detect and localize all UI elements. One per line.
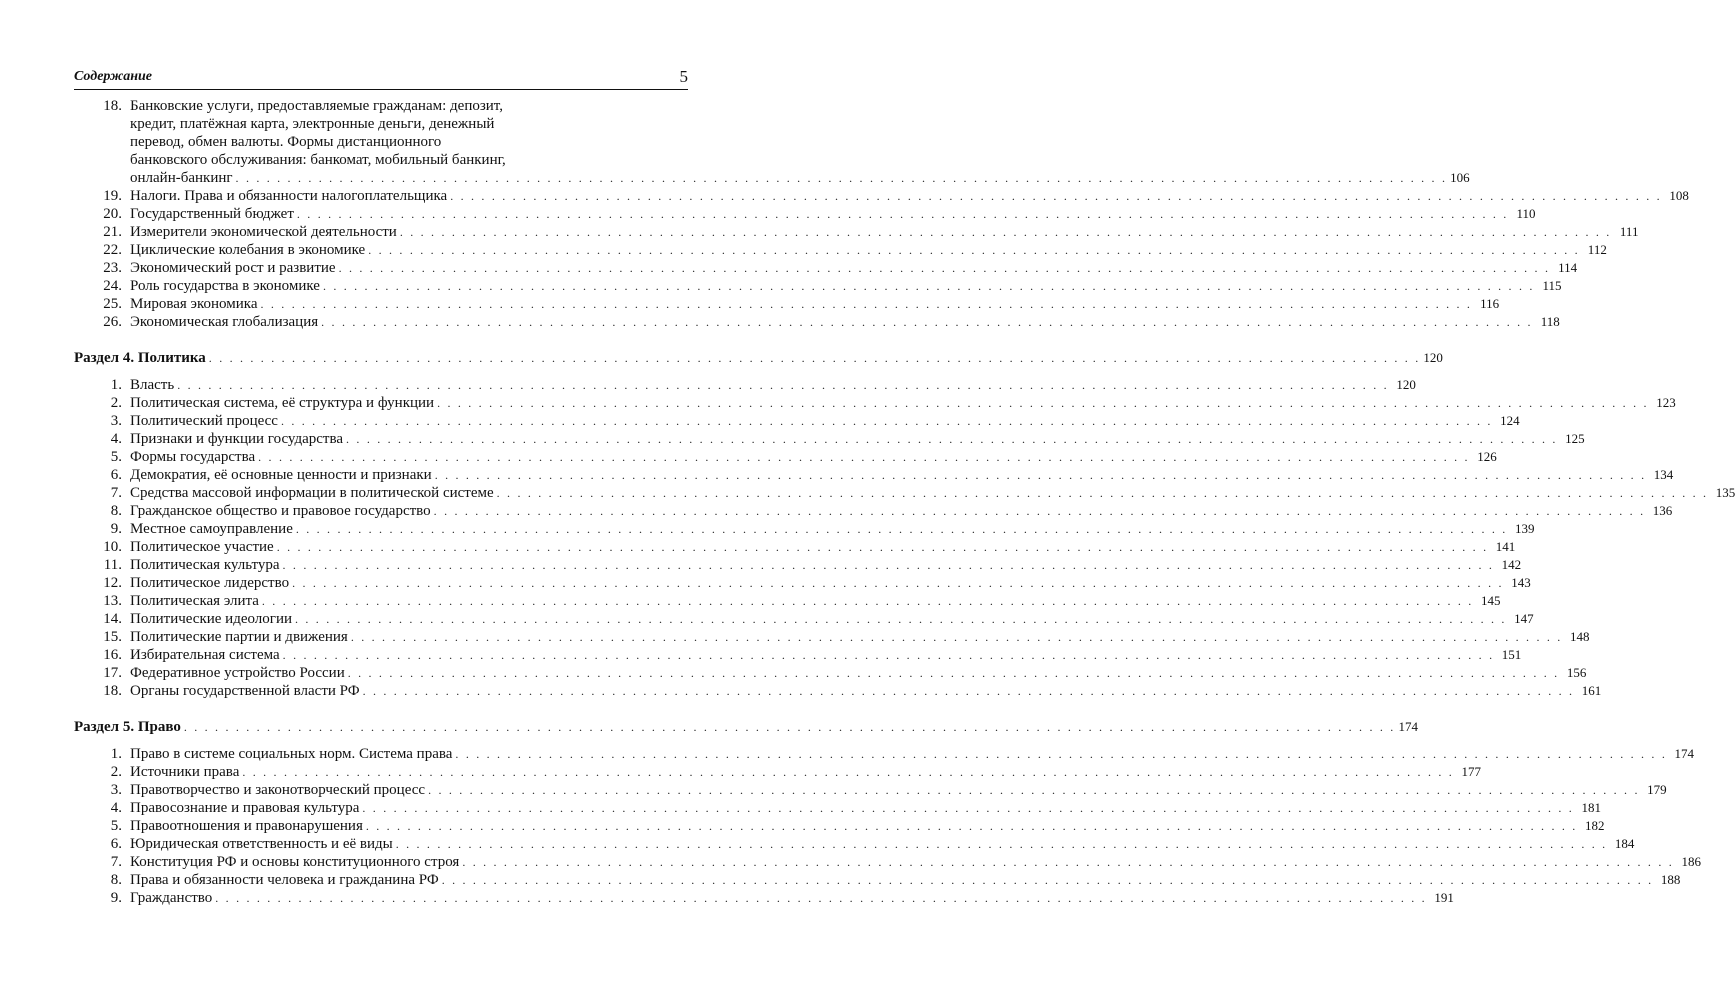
dot-leader — [396, 835, 1608, 853]
dot-leader — [462, 853, 1674, 871]
entry-number: 22. — [103, 242, 122, 258]
entry-title: Юридическая ответственность и её виды — [130, 836, 393, 852]
entry-page-number: 151 — [1501, 647, 1522, 662]
entry-page-number: 186 — [1681, 854, 1701, 869]
dot-leader — [277, 538, 1489, 556]
entry-number: 18. — [103, 98, 122, 114]
entry-title: Местное самоуправление — [130, 521, 293, 537]
entry-number: 26. — [103, 314, 122, 330]
entry-number: 2. — [110, 764, 122, 780]
entry-page-number: 145 — [1481, 593, 1501, 608]
dot-leader — [400, 223, 1612, 241]
toc-entry[interactable] — [74, 889, 1454, 907]
dot-leader — [283, 556, 1495, 574]
section-page-number: 120 — [1423, 350, 1443, 365]
dot-leader — [283, 646, 1495, 664]
toc-entry[interactable] — [74, 412, 1520, 430]
entry-title: Политический процесс — [130, 413, 278, 429]
entry-number: 6. — [110, 467, 122, 483]
toc-entry[interactable] — [74, 556, 1522, 574]
entry-page-number: 126 — [1477, 449, 1497, 464]
toc-entry[interactable] — [74, 835, 1635, 853]
entry-title: Политическая система, её структура и функции — [130, 395, 435, 411]
entry-title: Федеративное устройство России — [130, 665, 345, 681]
toc-entry[interactable] — [74, 664, 1587, 682]
entry-page-number: 135 — [1715, 485, 1735, 500]
entry-title: Политические партии и движения — [130, 629, 348, 645]
entry-page-number: 116 — [1480, 296, 1500, 311]
entry-title: Признаки и функции государства — [130, 431, 344, 447]
dot-leader — [428, 781, 1640, 799]
entry-number: 15. — [103, 629, 122, 645]
toc-entry[interactable] — [74, 520, 1535, 538]
entry-page-number: 147 — [1514, 611, 1534, 626]
dot-leader — [177, 376, 1389, 394]
entry-page-number: 181 — [1581, 800, 1602, 815]
entry-page-number: 188 — [1660, 872, 1681, 887]
entry-title: Экономический рост и развитие — [130, 260, 336, 276]
entry-title-line: кредит, платёжная карта, электронные деньги, денежный — [130, 116, 495, 132]
entry-title: Избирательная система — [130, 647, 280, 663]
dot-leader — [262, 592, 1474, 610]
entry-page-number: 156 — [1566, 665, 1587, 680]
dot-leader — [261, 295, 1473, 313]
toc-entry[interactable] — [74, 430, 1585, 448]
entry-page-number: 148 — [1569, 629, 1590, 644]
toc-entry[interactable] — [74, 376, 1416, 394]
entry-number: 24. — [103, 278, 122, 294]
dot-leader — [437, 394, 1649, 412]
toc-group-economy — [74, 187, 1689, 331]
entry-number: 19. — [103, 188, 122, 204]
entry-title: Конституция РФ и основы конституционного строя — [130, 854, 460, 870]
toc-entry[interactable] — [74, 448, 1497, 466]
entry-title: Роль государства в экономике — [130, 278, 320, 294]
entry-title-line: перевод, обмен валюты. Формы дистанционного — [130, 134, 442, 150]
entry-title: Средства массовой информации в политической системе — [130, 485, 494, 501]
dot-leader — [321, 313, 1533, 331]
toc-group-politics — [74, 376, 1735, 700]
dot-leader — [295, 610, 1507, 628]
entry-page-number: 179 — [1647, 782, 1667, 797]
entry-number: 18. — [103, 683, 122, 699]
toc-entry[interactable] — [74, 538, 1516, 556]
entry-page-number: 136 — [1652, 503, 1673, 518]
dot-leader — [455, 745, 1667, 763]
toc-entry[interactable] — [74, 259, 1578, 277]
entry-number: 21. — [103, 224, 122, 240]
entry-number: 2. — [110, 395, 122, 411]
toc-entry[interactable] — [74, 466, 1674, 484]
entry-title: Правоотношения и правонарушения — [130, 818, 363, 834]
section-page-number: 174 — [1398, 719, 1418, 734]
toc-entry[interactable] — [74, 484, 1735, 502]
entry-title: Гражданское общество и правовое государство — [130, 503, 431, 519]
entry-number: 20. — [103, 206, 122, 222]
toc-entry[interactable] — [74, 682, 1602, 700]
entry-title: Циклические колебания в экономике — [130, 242, 366, 258]
entry-page-number: 118 — [1540, 314, 1560, 329]
dot-leader — [435, 466, 1647, 484]
entry-page-number: 174 — [1674, 746, 1695, 761]
section-title: Раздел 5. Право — [74, 719, 181, 735]
entry-title: Политическое лидерство — [130, 575, 290, 591]
entry-page-number: 182 — [1584, 818, 1605, 833]
entry-title: Право в системе социальных норм. Система права — [130, 746, 453, 762]
header-page-number: 5 — [679, 67, 688, 86]
toc-entry[interactable] — [74, 394, 1676, 412]
entry-title: Политические идеологии — [130, 611, 292, 627]
entry-title: Гражданство — [130, 890, 213, 906]
toc-group-law — [74, 745, 1701, 907]
entry-page-number: 191 — [1434, 890, 1454, 905]
dot-leader — [242, 763, 1454, 781]
toc-entry[interactable] — [74, 745, 1695, 763]
entry-title: Правосознание и правовая культура — [130, 800, 360, 816]
toc-entry[interactable] — [74, 241, 1607, 259]
dot-leader — [351, 628, 1563, 646]
running-header — [74, 67, 688, 90]
dot-leader — [296, 520, 1508, 538]
entry-page-number: 112 — [1587, 242, 1607, 257]
dot-leader — [297, 205, 1509, 223]
entry-number: 5. — [110, 818, 122, 834]
entry-page-number: 106 — [1450, 170, 1470, 185]
toc-entry[interactable] — [74, 592, 1501, 610]
toc-entry[interactable] — [74, 277, 1562, 295]
entry-title: Экономическая глобализация — [130, 314, 319, 330]
dot-leader — [348, 664, 1560, 682]
section-title: Раздел 4. Политика — [74, 350, 206, 366]
entry-number: 13. — [103, 593, 122, 609]
entry-title: Правотворчество и законотворческий процесс — [130, 782, 426, 798]
entry-title: Измерители экономической деятельности — [130, 224, 397, 240]
toc-entry[interactable] — [74, 97, 1470, 187]
entry-number: 4. — [110, 800, 122, 816]
entry-page-number: 142 — [1501, 557, 1522, 572]
dot-leader — [497, 484, 1709, 502]
dot-leader — [236, 169, 1448, 187]
entry-title: Власть — [130, 377, 175, 393]
toc-entry[interactable] — [74, 574, 1531, 592]
dot-leader — [323, 277, 1535, 295]
entry-page-number: 120 — [1396, 377, 1416, 392]
toc-entry[interactable] — [74, 502, 1673, 520]
entry-number: 23. — [103, 260, 122, 276]
entry-page-number: 141 — [1495, 539, 1516, 554]
entry-page-number: 114 — [1558, 260, 1578, 275]
dot-leader — [184, 718, 1396, 736]
entry-number: 25. — [103, 296, 122, 312]
dot-leader — [442, 871, 1654, 889]
toc-entry[interactable] — [74, 205, 1536, 223]
entry-page-number: 125 — [1565, 431, 1585, 446]
entry-title: Политическое участие — [130, 539, 274, 555]
entry-title: Права и обязанности человека и гражданина РФ — [130, 872, 439, 888]
entry-page-number: 110 — [1516, 206, 1536, 221]
entry-number: 9. — [110, 521, 122, 537]
entry-page-number: 124 — [1500, 413, 1520, 428]
toc-entry[interactable] — [74, 763, 1481, 781]
toc-entry[interactable] — [74, 313, 1560, 331]
dot-leader — [363, 682, 1575, 700]
entry-page-number: 177 — [1461, 764, 1481, 779]
entry-number: 14. — [103, 611, 122, 627]
section-heading[interactable] — [74, 349, 1443, 367]
entry-number: 3. — [110, 782, 122, 798]
entry-number: 1. — [110, 377, 122, 393]
toc-entry[interactable] — [74, 223, 1639, 241]
entry-page-number: 143 — [1511, 575, 1531, 590]
dot-leader — [292, 574, 1504, 592]
toc-entry[interactable] — [74, 610, 1534, 628]
entry-number: 1. — [110, 746, 122, 762]
entry-page-number: 139 — [1514, 521, 1535, 536]
entry-page-number: 161 — [1581, 683, 1602, 698]
entry-number: 7. — [110, 485, 122, 501]
entry-page-number: 115 — [1542, 278, 1562, 293]
toc-entry[interactable] — [74, 628, 1590, 646]
entry-number: 8. — [110, 872, 122, 888]
dot-leader — [346, 430, 1558, 448]
entry-number: 10. — [103, 539, 122, 555]
entry-title-line: банковского обслуживания: банкомат, мобильный банкинг, — [130, 152, 506, 168]
toc-entry[interactable] — [74, 853, 1701, 871]
toc-entry[interactable] — [74, 781, 1667, 799]
dot-leader — [215, 889, 1427, 907]
toc-entry[interactable] — [74, 871, 1681, 889]
entry-number: 9. — [110, 890, 122, 906]
entry-number: 7. — [110, 854, 122, 870]
toc-entry[interactable] — [74, 187, 1689, 205]
entry-title: Органы государственной власти РФ — [130, 683, 360, 699]
entry-title: Формы государства — [130, 449, 256, 465]
entry-page-number: 111 — [1619, 224, 1639, 239]
entry-title: Политическая элита — [130, 593, 259, 609]
dot-leader — [366, 817, 1578, 835]
entry-number: 8. — [110, 503, 122, 519]
entry-title: Демократия, её основные ценности и признаки — [130, 467, 432, 483]
dot-leader — [368, 241, 1580, 259]
entry-number: 6. — [110, 836, 122, 852]
entry-page-number: 123 — [1656, 395, 1676, 410]
entry-title: Политическая культура — [130, 557, 280, 573]
table-of-contents — [74, 97, 1735, 907]
entry-title-line: онлайн-банкинг — [130, 170, 233, 186]
dot-leader — [339, 259, 1551, 277]
dot-leader — [209, 349, 1421, 367]
dot-leader — [362, 799, 1574, 817]
toc-entry[interactable] — [74, 295, 1500, 313]
section-heading[interactable] — [74, 718, 1418, 736]
entry-page-number: 184 — [1614, 836, 1635, 851]
entry-number: 17. — [103, 665, 122, 681]
entry-number: 5. — [110, 449, 122, 465]
entry-number: 12. — [103, 575, 122, 591]
dot-leader — [281, 412, 1493, 430]
entry-title: Налоги. Права и обязанности налогоплательщика — [130, 188, 448, 204]
entry-number: 16. — [103, 647, 122, 663]
toc-entry[interactable] — [74, 646, 1522, 664]
header-title: Содержание — [74, 69, 152, 84]
entry-number: 4. — [110, 431, 122, 447]
toc-entry[interactable] — [74, 799, 1602, 817]
entry-title-line: Банковские услуги, предоставляемые гражданам: депозит, — [130, 98, 503, 114]
entry-title: Мировая экономика — [130, 296, 258, 312]
entry-title: Источники права — [130, 764, 240, 780]
dot-leader — [258, 448, 1470, 466]
entry-number: 3. — [110, 413, 122, 429]
dot-leader — [434, 502, 1646, 520]
entry-number: 11. — [103, 557, 122, 573]
dot-leader — [450, 187, 1662, 205]
entry-page-number: 108 — [1669, 188, 1689, 203]
entry-title: Государственный бюджет — [130, 206, 294, 222]
entry-page-number: 134 — [1653, 467, 1674, 482]
toc-entry[interactable] — [74, 817, 1605, 835]
